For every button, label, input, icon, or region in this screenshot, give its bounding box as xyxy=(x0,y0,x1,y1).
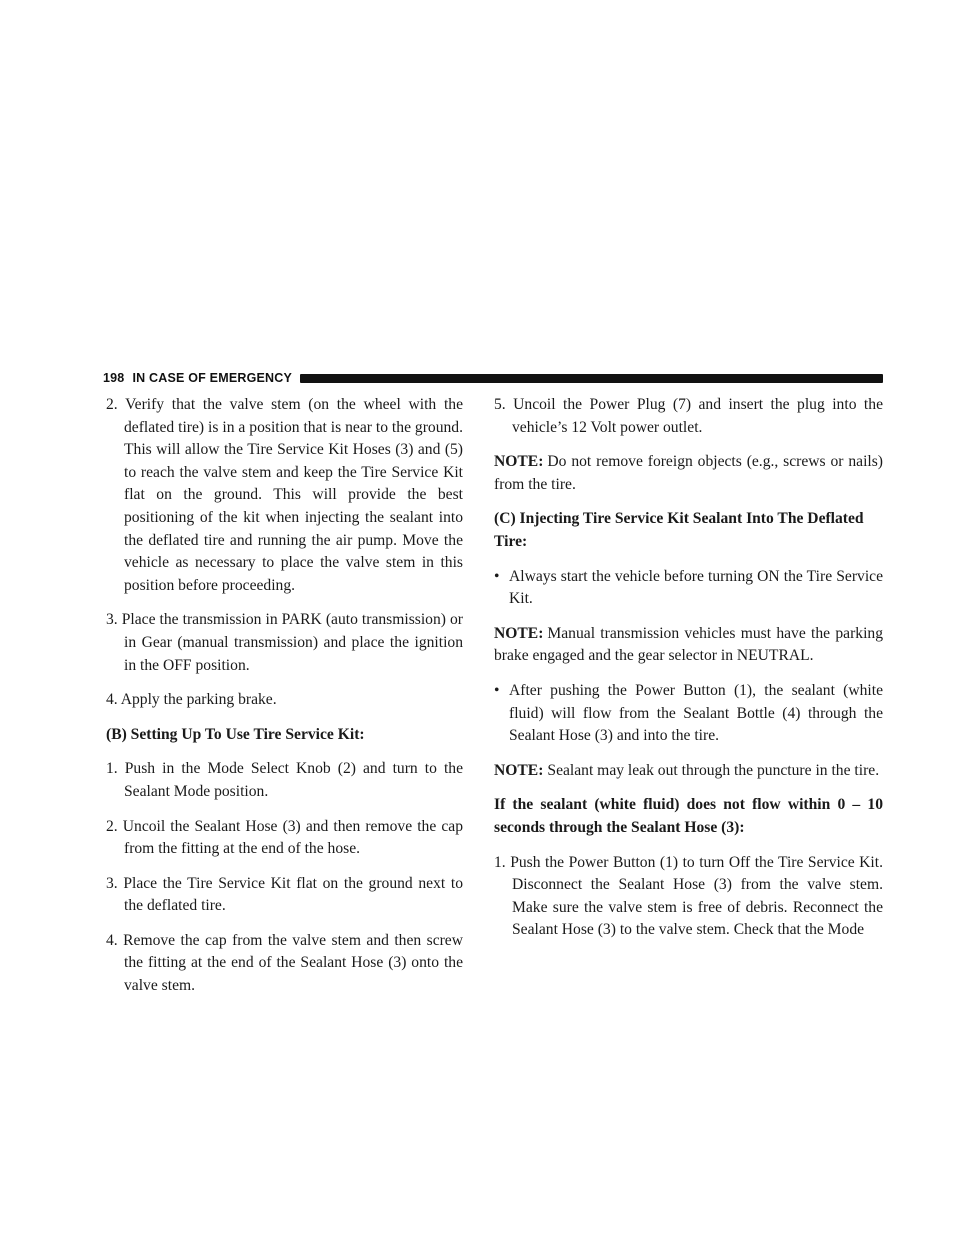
step-b4: 4. Remove the cap from the valve stem and then screw the fitting at the end of the Sealant Hose (3) onto the valve stem. xyxy=(106,931,463,995)
step-b3: 3. Place the Tire Service Kit flat on the ground next to the deflated tire. xyxy=(106,874,463,915)
note-2-label: NOTE: xyxy=(494,624,544,642)
step-a4: 4. Apply the parking brake. xyxy=(106,691,277,709)
bullet-icon: • xyxy=(494,681,500,699)
bullet-2 xyxy=(494,680,883,748)
bullet-icon: • xyxy=(494,567,500,585)
note-3-text: Sealant may leak out through the puncture in the tire. xyxy=(547,761,880,779)
step-c1: 1. Push the Power Button (1) to turn Off the Tire Service Kit. Disconnect the Sealant Hose (3) from the valve stem. Make sure the valve stem is free of debris. Reconnect the Sealant Hose (3) to the valve stem. Check that the Mode xyxy=(494,853,883,939)
step-a3: 3. Place the transmission in PARK (auto transmission) or in Gear (manual transmission) and place the ignition in the OFF position. xyxy=(106,611,463,674)
note-2-text: Manual transmission vehicles must have the parking brake engaged and the gear selector in NEUTRAL. xyxy=(494,624,883,665)
page-header xyxy=(103,370,883,386)
note-1-label: NOTE: xyxy=(494,453,544,471)
step-b1: 1. Push in the Mode Select Knob (2) and turn to the Sealant Mode position. xyxy=(106,760,463,800)
section-title: IN CASE OF EMERGENCY xyxy=(132,371,293,385)
note-3-label: NOTE: xyxy=(494,761,544,779)
no-flow-heading: If the sealant (white fluid) does not flow within 0 – 10 seconds through the Sealant Hose (3): xyxy=(494,796,883,836)
bullet-1 xyxy=(494,566,883,611)
heading-b: (B) Setting Up To Use Tire Service Kit: xyxy=(106,725,365,743)
note-1 xyxy=(494,451,883,496)
heading-c: (C) Injecting Tire Service Kit Sealant Into The Deflated Tire: xyxy=(494,510,864,550)
header-rule xyxy=(300,374,883,383)
bullet-1-text: Always start the vehicle before turning ON the Tire Service Kit. xyxy=(509,567,883,608)
note-3 xyxy=(494,760,883,783)
bullet-2-text: After pushing the Power Button (1), the sealant (white fluid) will flow from the Sealant Bottle (4) through the Sealant Hose (3) and into the tire. xyxy=(509,681,883,745)
right-column xyxy=(494,394,883,942)
step-b2: 2. Uncoil the Sealant Hose (3) and then remove the cap from the fitting at the end of the hose. xyxy=(106,817,463,858)
page-number: 198 xyxy=(103,371,125,385)
step-a2: 2. Verify that the valve stem (on the wheel with the deflated tire) is in a position that is near to the ground. This will allow the Tire Service Kit Hoses (3) and (5) to reach the valve stem and keep the Tire Service Kit flat on the ground. This will provide the best positioning of the kit when injecting the sealant into the deflated tire and running the air pump. Move the vehicle as necessary to place the valve stem in this position before proceeding. xyxy=(106,396,463,594)
step-b5: 5. Uncoil the Power Plug (7) and insert the plug into the vehicle’s 12 Volt power outlet. xyxy=(494,396,883,436)
note-1-text: Do not remove foreign objects (e.g., screws or nails) from the tire. xyxy=(494,453,883,493)
note-2 xyxy=(494,623,883,668)
left-column xyxy=(106,394,463,998)
